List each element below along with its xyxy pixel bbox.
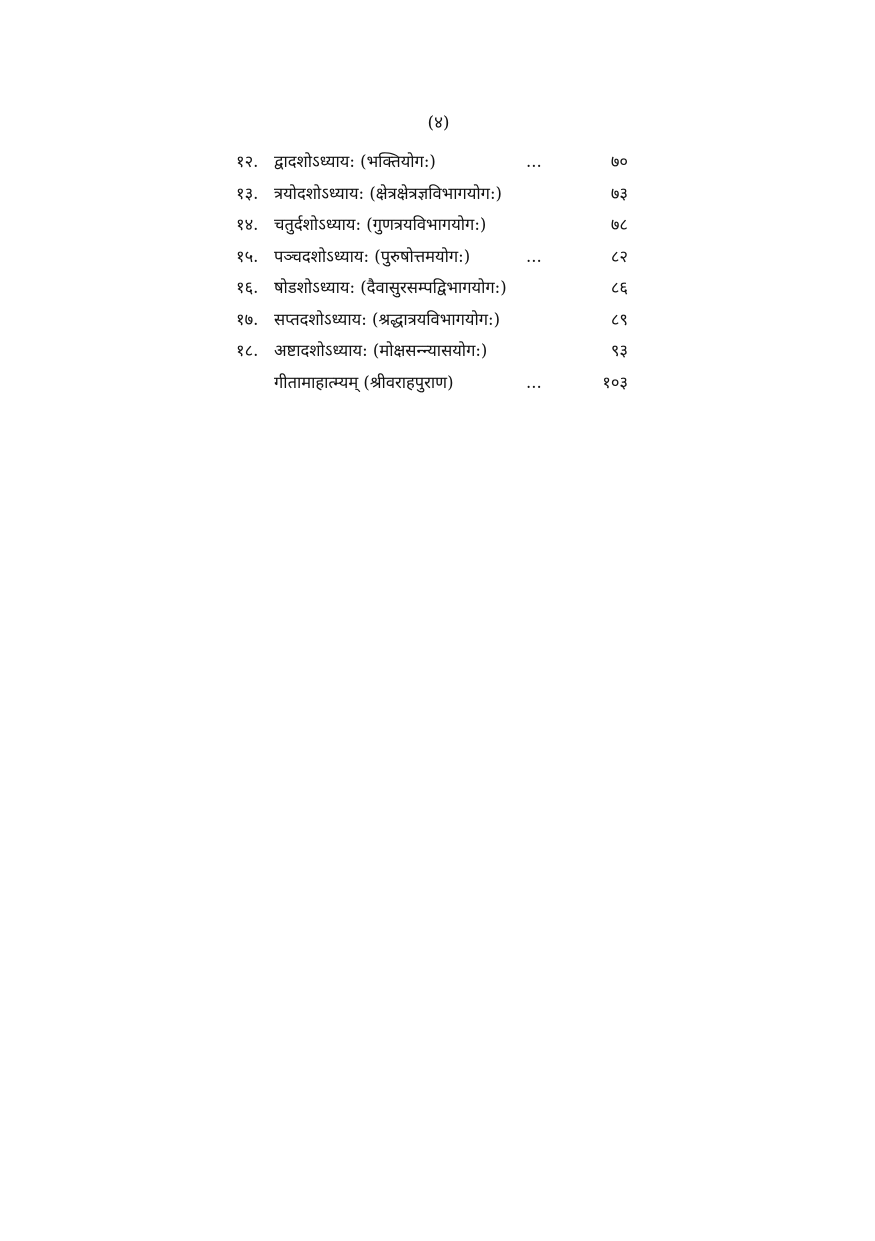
chapter-number: १७.: [236, 309, 259, 329]
toc-row: [236, 146, 628, 178]
chapter-number: १२.: [236, 152, 259, 171]
chapter-title: द्वादशोऽध्याय: (भक्तियोग:): [274, 152, 436, 171]
table-of-contents: [236, 146, 628, 398]
chapter-number: १३.: [236, 183, 259, 203]
page-ref: ९३: [610, 341, 628, 360]
chapter-title: पञ्चदशोऽध्याय: (पुरुषोत्तमयोग:): [274, 246, 471, 266]
leader-dots: ...: [526, 372, 542, 392]
toc-row: [236, 241, 628, 273]
chapter-title: षोडशोऽध्याय: (दैवासुरसम्पद्विभागयोग:): [274, 278, 507, 297]
toc-row: [236, 367, 628, 399]
page-number: [0, 110, 875, 133]
page-ref: १०३: [602, 372, 628, 392]
chapter-title: त्रयोदशोऽध्याय: (क्षेत्रक्षेत्रज्ञविभागयोग:): [274, 183, 502, 203]
page-ref: ७८: [610, 215, 628, 234]
chapter-title: चतुर्दशोऽध्याय: (गुणत्रयविभागयोग:): [274, 215, 487, 234]
toc-row: [236, 178, 628, 210]
toc-row: [236, 209, 628, 241]
page-ref: ७०: [610, 152, 628, 171]
page-ref: ८२: [610, 246, 628, 266]
chapter-title: सप्तदशोऽध्याय: (श्रद्धात्रयविभागयोग:): [274, 309, 501, 329]
leader-dots: ...: [526, 152, 542, 171]
chapter-number: १८.: [236, 341, 259, 360]
toc-row: [236, 272, 628, 304]
page-ref: ८६: [610, 278, 628, 297]
page-ref: ८९: [610, 309, 628, 329]
toc-row: [236, 335, 628, 367]
chapter-number: १४.: [236, 215, 259, 234]
page-number-text: (४): [427, 113, 450, 133]
chapter-number: १५.: [236, 246, 259, 266]
chapter-number: १६.: [236, 278, 259, 297]
chapter-title: गीतामाहात्म्यम् (श्रीवराहपुराण): [274, 372, 454, 392]
leader-dots: ...: [526, 246, 542, 266]
toc-row: [236, 304, 628, 336]
page-ref: ७३: [610, 183, 628, 203]
chapter-title: अष्टादशोऽध्याय: (मोक्षसन्न्यासयोग:): [274, 341, 488, 360]
